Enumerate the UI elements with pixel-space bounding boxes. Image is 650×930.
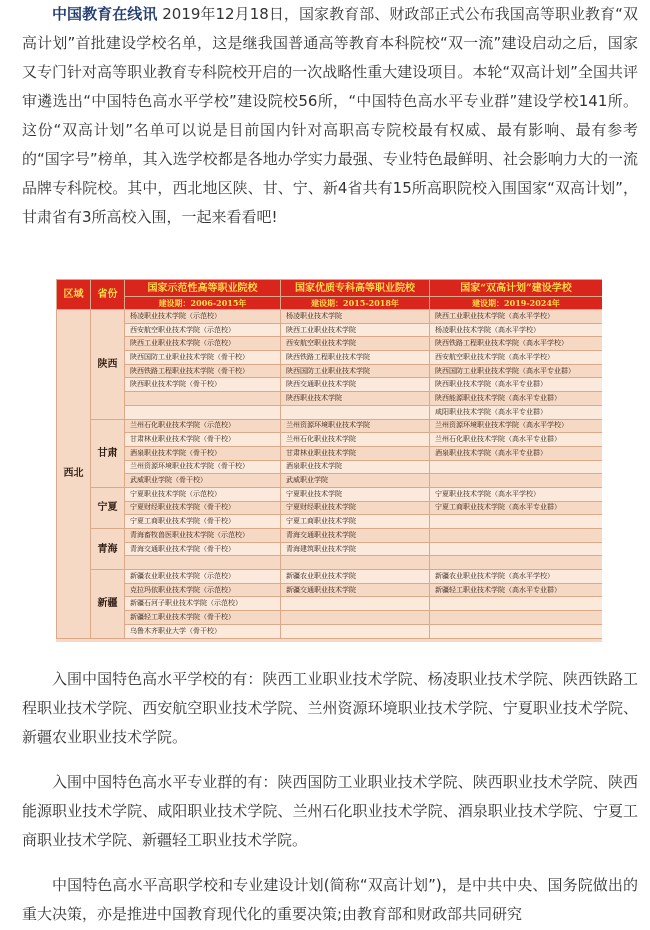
table-row (57, 474, 603, 488)
table-row (57, 501, 603, 515)
table-row (57, 405, 603, 419)
table-cell: 杨凌职业技术学院（示范校） (125, 310, 281, 324)
table-cell: 兰州石化职业技术学院（示范校） (125, 419, 281, 433)
table-row (57, 364, 603, 378)
table-cell (430, 624, 603, 638)
table-cell: 克拉玛依职业技术学院（示范校） (125, 583, 281, 597)
header-col1-period: 建设期：2006-2015年 (125, 297, 281, 310)
table-cell: 武威职业学院 (281, 474, 430, 488)
high-level-majors-paragraph: 入围中国特色高水平专业群的有：陕西国防工业职业技术学院、陕西职业技术学院、陕西能源职业技术学院、咸阳职业技术学院、兰州石化职业技术学院、酒泉职业技术学院、宁夏工商职业技术学院、新疆轻工职业技术学院。 (22, 773, 638, 849)
table-row (57, 515, 603, 529)
high-level-schools-paragraph: 入围中国特色高水平学校的有：陕西工业职业技术学院、杨凌职业技术学院、陕西铁路工程职业技术学院、西安航空职业技术学院、兰州资源环境职业技术学院、宁夏职业技术学院、新疆农业职业技术学院。 (22, 670, 638, 746)
news-source: 中国教育在线讯 (52, 5, 158, 23)
table-cell (125, 392, 281, 406)
college-table (56, 279, 602, 639)
table-subheader-row (57, 297, 603, 310)
table-cell: 兰州资源环境职业技术学院 (281, 419, 430, 433)
table-cell: 新疆石河子职业技术学院（示范校） (125, 597, 281, 611)
table-cell (430, 474, 603, 488)
table-cell (281, 597, 430, 611)
table-cell: 陕西职业技术学院 (281, 392, 430, 406)
table-cell: 陕西职业技术学院（骨干校） (125, 378, 281, 392)
table-cell: 青海建筑职业技术学院 (281, 542, 430, 556)
table-row (57, 433, 603, 447)
table-cell: 甘肃林业职业技术学院（骨干校） (125, 433, 281, 447)
table-row (57, 529, 603, 543)
table-cell: 酒泉职业技术学院（骨干校） (125, 446, 281, 460)
table-cell: 青海畜牧兽医职业技术学院（示范校） (125, 529, 281, 543)
table-cell (430, 597, 603, 611)
table-cell: 宁夏财经职业技术学院（骨干校） (125, 501, 281, 515)
table-cell: 新疆农业职业技术学院（示范校） (125, 570, 281, 584)
table-cell: 青海交通职业技术学院 (281, 529, 430, 543)
double-high-plan-paragraph: 中国特色高水平高职学校和专业建设计划(简称“双高计划”)，是中共中央、国务院做出的重大决策，亦是推进中国教育现代化的重要决策;由教育部和财政部共同研究 (22, 876, 638, 923)
table-cell: 陕西国防工业职业技术学院 (281, 364, 430, 378)
intro-paragraph (0, 0, 650, 232)
table-cell (430, 529, 603, 543)
province-cell: 陕西 (91, 310, 125, 420)
table-cell: 酒泉职业技术学院（高水平专业群） (430, 446, 603, 460)
header-province: 省份 (91, 280, 125, 310)
table-cell (125, 405, 281, 419)
table-cell: 宁夏工商职业技术学院（高水平专业群） (430, 501, 603, 515)
header-col3-title: 国家“双高计划”建设学校 (430, 280, 603, 297)
table-row (57, 392, 603, 406)
table-cell (281, 405, 430, 419)
header-col1-title: 国家示范性高等职业院校 (125, 280, 281, 297)
table-cell: 陕西国防工业职业技术学院（骨干校） (125, 351, 281, 365)
table-cell: 新疆轻工职业技术学院（高水平专业群） (430, 583, 603, 597)
table-cell (430, 515, 603, 529)
table-row (57, 323, 603, 337)
province-cell: 宁夏 (91, 487, 125, 528)
table-row (57, 337, 603, 351)
table-cell: 新疆农业职业技术学院 (281, 570, 430, 584)
table-row (57, 542, 603, 556)
table-cell: 陕西能源职业技术学院（高水平专业群） (430, 392, 603, 406)
table-row (57, 460, 603, 474)
table-cell: 兰州石化职业技术学院 (281, 433, 430, 447)
table-cell: 陕西国防工业职业技术学院（高水平专业群） (430, 364, 603, 378)
table-row (57, 556, 603, 570)
table-row (57, 351, 603, 365)
table-cell: 陕西交通职业技术学院 (281, 378, 430, 392)
table-cell: 陕西职业技术学院（高水平专业群） (430, 378, 603, 392)
college-table-image (56, 279, 602, 642)
table-cell: 新疆交通职业技术学院 (281, 583, 430, 597)
table-cell: 陕西铁路工程职业技术学院 (281, 351, 430, 365)
table-cell: 兰州资源环境职业技术学院（骨干校） (125, 460, 281, 474)
table-cell: 杨凌职业技术学院（高水平学校） (430, 323, 603, 337)
table-cell (281, 624, 430, 638)
table-cell: 咸阳职业技术学院（高水平专业群） (430, 405, 603, 419)
table-row (57, 446, 603, 460)
table-cell (281, 611, 430, 625)
province-cell: 新疆 (91, 570, 125, 638)
table-cell: 陕西工业职业技术学院 (281, 323, 430, 337)
table-cell: 宁夏职业技术学院 (281, 487, 430, 501)
table-cell: 陕西铁路工程职业技术学院（高水平学校） (430, 337, 603, 351)
table-cell: 西安航空职业技术学院（示范校） (125, 323, 281, 337)
table-cell: 西安航空职业技术学院（高水平学校） (430, 351, 603, 365)
table-cell (125, 556, 281, 570)
table-cell: 青海交通职业技术学院（骨干校） (125, 542, 281, 556)
table-row (57, 624, 603, 638)
table-cell: 新疆轻工职业技术学院（骨干校） (125, 611, 281, 625)
table-cell: 西安航空职业技术学院 (281, 337, 430, 351)
table-cell: 兰州石化职业技术学院（高水平专业群） (430, 433, 603, 447)
table-cell: 宁夏职业技术学院（高水平学校） (430, 487, 603, 501)
table-row (57, 583, 603, 597)
table-cell: 宁夏职业技术学院（示范校） (125, 487, 281, 501)
intro-text: 2019年12月18日，国家教育部、财政部正式公布我国高等职业教育“双高计划”首批建设学校名单，这是继我国普通高等教育本科院校“双一流”建设启动之后，国家又专门针对高等职业教育专科院校开启的一次战略性重大建设项目。本轮“双高计划”全国共评审遴选出“中国特色高水平学校”建设院校56所，“中国特色高水平专业群”建设学校141所。这份“双高计划”名单可以说是目前国内针对高职高专院校最有权威、最有影响、最有参考的“国字号”榜单，其入选学校都是各地办学实力最强、专业特色最鲜明、社会影响力大的一流品牌专科院校。其中，西北地区陕、甘、宁、新4省共有15所高职院校入围国家“双高计划”，甘肃省有3所高校入围，一起来看看吧! (22, 5, 638, 226)
region-cell: 西北 (57, 310, 91, 639)
table-cell: 武威职业学院（骨干校） (125, 474, 281, 488)
table-cell: 陕西工业职业技术学院（高水平学校） (430, 310, 603, 324)
header-col3-period: 建设期：2019-2024年 (430, 297, 603, 310)
table-row (57, 597, 603, 611)
table-cell: 宁夏工商职业技术学院（骨干校） (125, 515, 281, 529)
table-cell: 宁夏财经职业技术学院 (281, 501, 430, 515)
table-cell: 兰州资源环境职业技术学院（高水平学校） (430, 419, 603, 433)
province-cell: 甘肃 (91, 419, 125, 487)
table-cell: 酒泉职业技术学院 (281, 460, 430, 474)
table-cell: 乌鲁木齐职业大学（骨干校） (125, 624, 281, 638)
table-row (57, 310, 603, 324)
table-row (57, 570, 603, 584)
table-cell: 杨凌职业技术学院 (281, 310, 430, 324)
table-cell (430, 460, 603, 474)
header-col2-title: 国家优质专科高等职业院校 (281, 280, 430, 297)
table-cell: 甘肃林业职业技术学院 (281, 446, 430, 460)
table-row (57, 378, 603, 392)
table-cell: 新疆农业职业技术学院（高水平学校） (430, 570, 603, 584)
table-row (57, 487, 603, 501)
province-cell: 青海 (91, 529, 125, 570)
table-cell: 陕西铁路工程职业技术学院（骨干校） (125, 364, 281, 378)
table-cell: 陕西工业职业技术学院（示范校） (125, 337, 281, 351)
header-col2-period: 建设期：2015-2018年 (281, 297, 430, 310)
table-header-row (57, 280, 603, 297)
table-row (57, 611, 603, 625)
table-cell: 宁夏工商职业技术学院 (281, 515, 430, 529)
table-row (57, 419, 603, 433)
table-cell (430, 542, 603, 556)
article-body (0, 0, 650, 232)
table-cell (430, 556, 603, 570)
table-cell (281, 556, 430, 570)
header-region: 区域 (57, 280, 91, 310)
table-cell (430, 611, 603, 625)
